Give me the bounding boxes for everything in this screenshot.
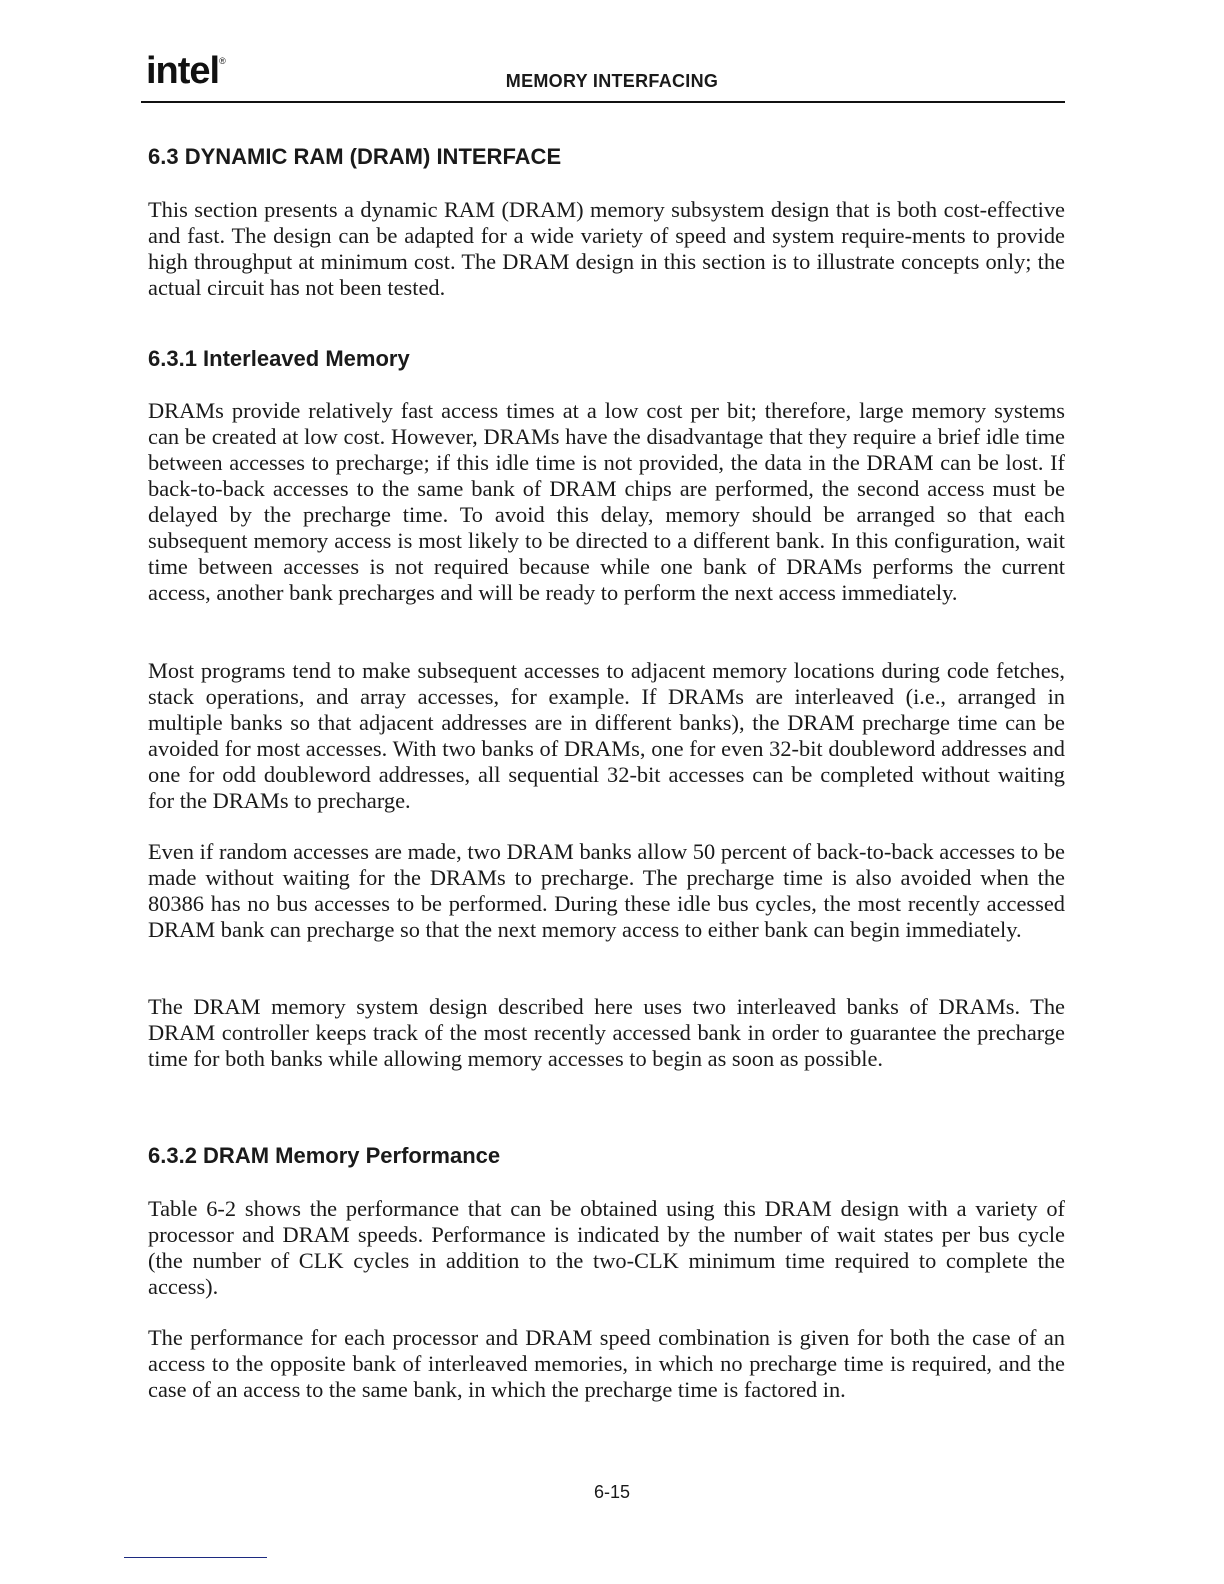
paragraph: The performance for each processor and DRAM speed combination is given for both the case of an access to the opposite bank of interleaved memories, in which no precharge time is required, and the case of an access to the same bank, in which the precharge time is factored in.: [148, 1325, 1065, 1402]
subsection-heading: 6.3.1 Interleaved Memory: [148, 346, 410, 371]
registered-mark: ®: [219, 56, 225, 66]
header-rule: [141, 101, 1065, 103]
logo-text: intel: [146, 50, 220, 92]
page-number: 6-15: [593, 1482, 631, 1502]
paragraph: The DRAM memory system design described here uses two interleaved banks of DRAMs. The DRAM controller keeps track of the most recently accessed bank in order to guarantee the precharge time for both banks while allowing memory accesses to begin as soon as possible.: [148, 994, 1065, 1071]
paragraph: Most programs tend to make subsequent accesses to adjacent memory locations during code fetches, stack operations, and array accesses, for example. If DRAMs are interleaved (i.e., arranged in multiple banks so that adjacent addresses are in different banks), the DRAM precharge time can be avoided for most accesses. With two banks of DRAMs, one for even 32-bit doubleword addresses and one for odd doubleword addresses, all sequential 32-bit accesses can be completed without waiting for the DRAMs to precharge.: [148, 658, 1065, 813]
subsection-heading: 6.3.2 DRAM Memory Performance: [148, 1143, 501, 1168]
running-title: MEMORY INTERFACING: [505, 71, 719, 91]
paragraph: This section presents a dynamic RAM (DRAM) memory subsystem design that is both cost-effective and fast. The design can be adapted for a wide variety of speed and system require-ments to provide high throughput at minimum cost. The DRAM design in this section is to illustrate concepts only; the actual circuit has not been tested.: [148, 197, 1065, 300]
paragraph: Even if random accesses are made, two DRAM banks allow 50 percent of back-to-back accesses to be made without waiting for the DRAMs to precharge. The precharge time is also avoided when the 80386 has no bus accesses to be performed. During these idle bus cycles, the most recently accessed DRAM bank can precharge so that the next memory access to either bank can begin immediately.: [148, 839, 1065, 942]
section-heading: 6.3 DYNAMIC RAM (DRAM) INTERFACE: [148, 144, 562, 169]
paragraph: Table 6-2 shows the performance that can be obtained using this DRAM design with a variety of processor and DRAM speeds. Performance is indicated by the number of wait states per bus cycle (the number of CLK cycles in addition to the two-CLK minimum time required to complete the access).: [148, 1196, 1065, 1299]
paragraph: DRAMs provide relatively fast access times at a low cost per bit; therefore, large memory systems can be created at low cost. However, DRAMs have the disadvantage that they require a brief idle time between accesses to precharge; if this idle time is not provided, the data in the DRAM can be lost. If back-to-back accesses to the same bank of DRAM chips are performed, the second access must be delayed by the precharge time. To avoid this delay, memory should be arranged so that each subsequent memory access is most likely to be directed to a different bank. In this configuration, wait time between accesses is not required because while one bank of DRAMs performs the current access, another bank precharges and will be ready to perform the next access immediately.: [148, 398, 1065, 605]
footer-line: [124, 1557, 267, 1558]
